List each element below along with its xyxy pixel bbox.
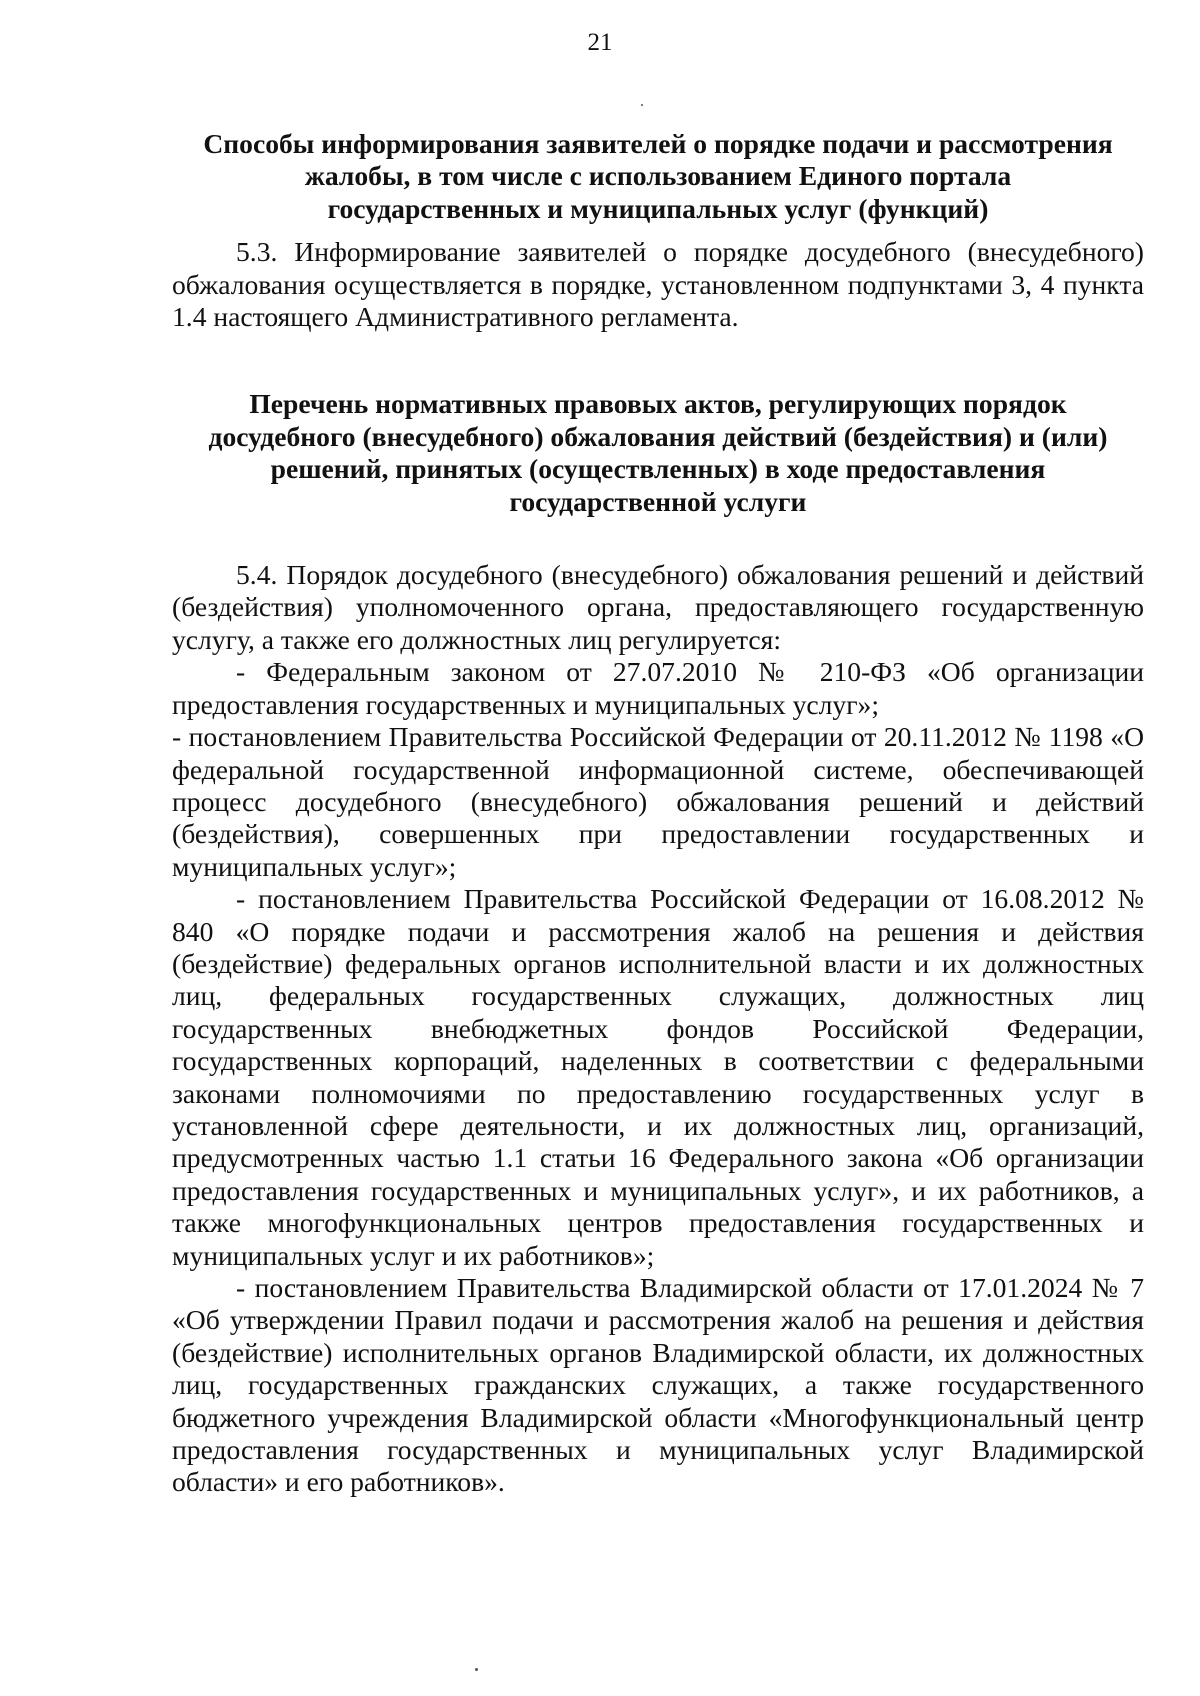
scan-artifact (475, 1668, 478, 1671)
legal-act-item: - Федеральным законом от 27.07.2010 № 210-ФЗ «Об организации предоставления государственных и муниципальных услуг»; (172, 656, 1144, 720)
paragraph-5-4: 5.4. Порядок досудебного (внесудебного) обжалования решений и действий (бездействия) уполномоченного органа, предоставляющего государственную услугу, а также его должностных лиц регулируется: (172, 559, 1144, 655)
legal-act-item: - постановлением Правительства Владимирской области от 17.01.2024 № 7 «Об утверждении Правил подачи и рассмотрения жалоб на решения и действия (бездействие) исполнительных органов Владимирской области, их должностных лиц, государственных гражданских служащих, а также государственного бюджетного учреждения Владимирской области «Многофункциональный центр предоставления государственных и муниципальных услуг Владимирской области» и его работников». (172, 1272, 1144, 1498)
legal-act-item: - постановлением Правительства Российской Федерации от 20.11.2012 № 1198 «О федеральной государственной информационной системе, обеспечивающей процесс досудебного (внесудебного) обжалования решений и действий (бездействия), совершенных при предоставлении государственных и муниципальных услуг»; (172, 721, 1144, 882)
page-number: 21 (587, 29, 613, 56)
legal-act-item: - постановлением Правительства Российской Федерации от 16.08.2012 № 840 «О порядке подачи и рассмотрения жалоб на решения и действия (бездействие) федеральных органов исполнительной власти и их должностных лиц, федеральных государственных служащих, должностных лиц государственных внебюджетных фондов Российской Федерации, государственных корпораций, наделенных в соответствии с федеральными законами полномочиями по предоставлению государственных услуг в установленной сфере деятельности, и их должностных лиц, организаций, предусмотренных частью 1.1 статьи 16 Федерального закона «Об организации предоставления государственных и муниципальных услуг», и их работников, а также многофункциональных центров предоставления государственных и муниципальных услуг и их работников»; (172, 883, 1144, 1271)
section-heading-complaint-info: Способы информирования заявителей о порядке подачи и рассмотрения жалобы, в том числе с использованием Единого портала государственных и муниципальных услуг (функций) (203, 128, 1113, 224)
document-body (172, 128, 1144, 1499)
paragraph-5-3: 5.3. Информирование заявителей о порядке досудебного (внесудебного) обжалования осуществляется в порядке, установленном подпунктами 3, 4 пункта 1.4 настоящего Административного регламента. (172, 236, 1144, 333)
section-heading-legal-acts: Перечень нормативных правовых актов, регулирующих порядок досудебного (внесудебного) обжалования действий (бездействия) и (или) решений, принятых (осуществленных) в ходе предоставления государственной услуги (208, 388, 1108, 517)
scan-artifact (641, 104, 643, 106)
